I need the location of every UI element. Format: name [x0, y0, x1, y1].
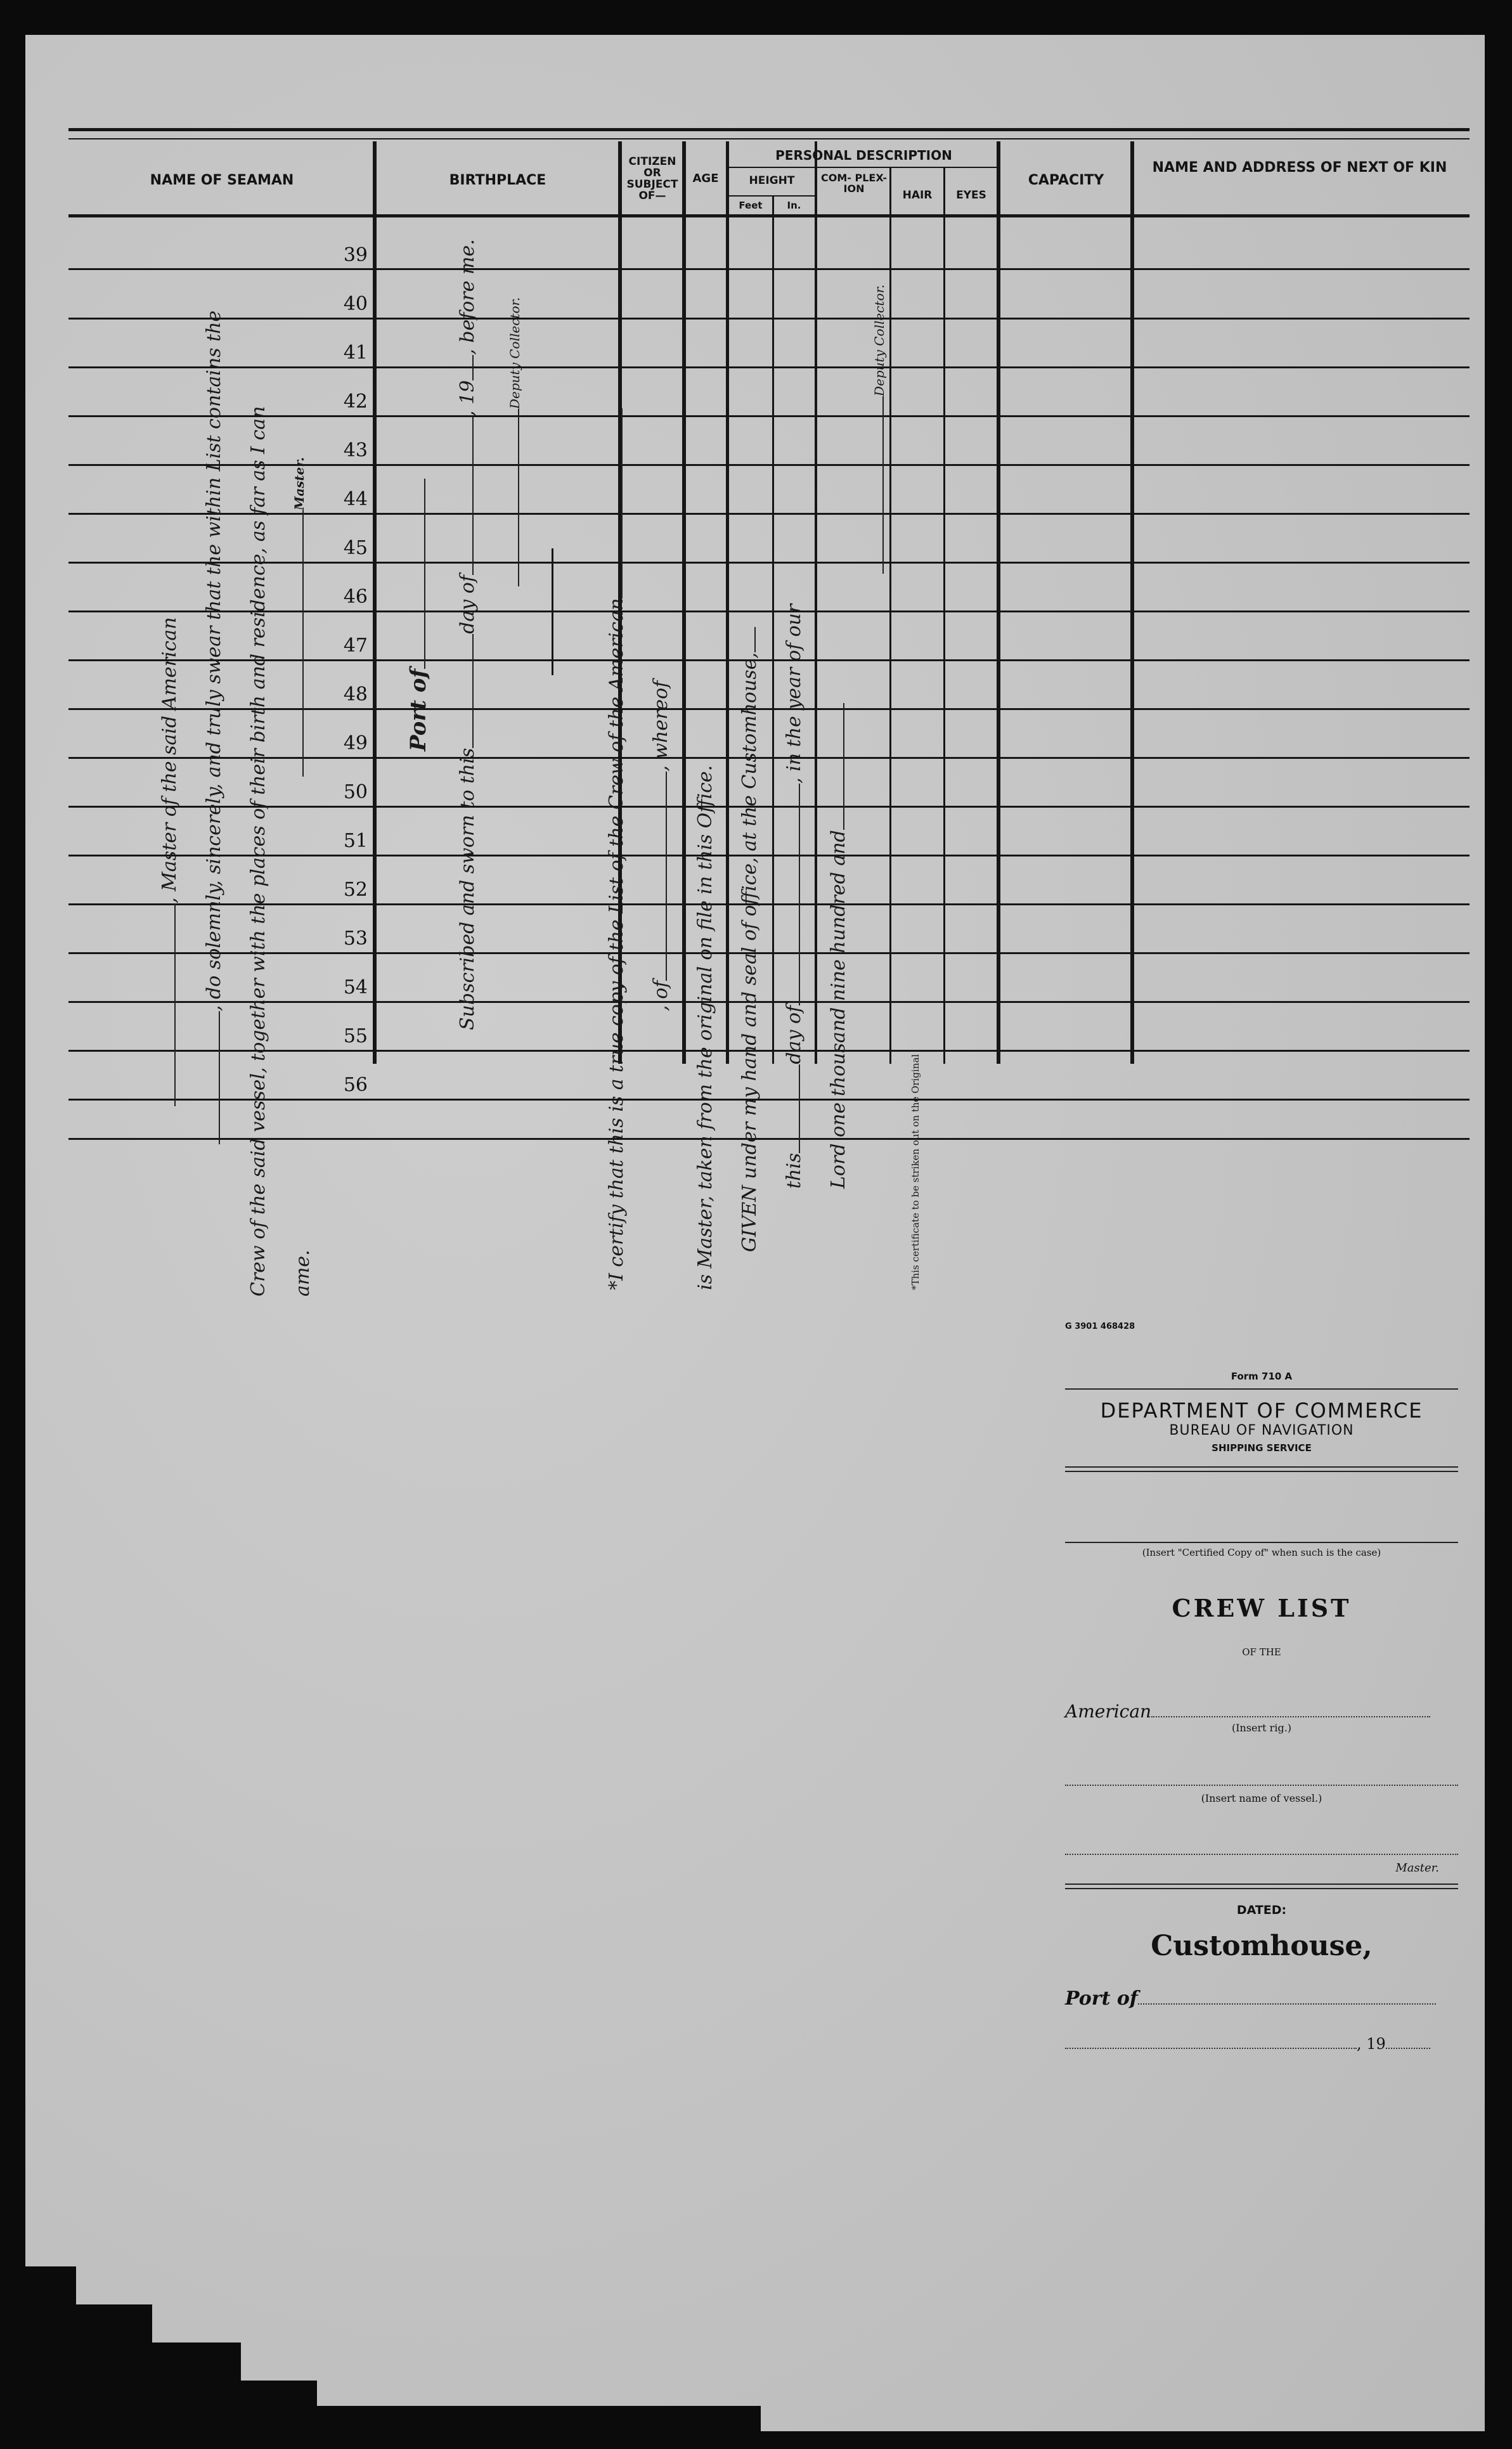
- header-capacity: CAPACITY: [1028, 172, 1104, 188]
- row-number: 42: [343, 391, 368, 413]
- print-code: G 3901 468428: [1065, 1322, 1135, 1331]
- master-name-blank[interactable]: [174, 903, 176, 1106]
- certified-copy-blank[interactable]: [1065, 1542, 1458, 1543]
- rig-blank[interactable]: [1151, 1716, 1430, 1717]
- row-number: 46: [343, 586, 368, 608]
- american-line: American: [1065, 1701, 1458, 1722]
- insert-certified: (Insert "Certified Copy of" when such is the case): [1142, 1547, 1381, 1558]
- divider-capacity-kin: [1130, 141, 1134, 1064]
- row-number: 44: [343, 488, 368, 510]
- service: SHIPPING SERVICE: [1212, 1442, 1312, 1454]
- master-signature: Master.: [292, 457, 307, 777]
- header-feet: Feet: [739, 200, 763, 211]
- master-field[interactable]: [1065, 1854, 1458, 1855]
- header-rule: [68, 214, 1470, 217]
- header-complexion: COM- PLEX- ION: [821, 172, 887, 195]
- cert-line-3: is Master, taken from the original on file in this Office.: [694, 765, 716, 1290]
- header-personal: PERSONAL DESCRIPTION: [775, 148, 952, 163]
- top-rule: [68, 128, 1470, 131]
- oath-line-2: , do solemnly, sincerely, and truly swear that the within List contains the: [203, 311, 225, 1144]
- header-citizen: CITIZEN OR SUBJECT OF—: [626, 155, 678, 202]
- this-day-line: thisday of, in the year of our: [783, 604, 805, 1189]
- lord-line: Lord one thousand nine hundred and: [827, 703, 850, 1189]
- oath-line-1: , Master of the said American: [158, 617, 181, 1106]
- footnote: *This certificate to be striken out on the Original: [910, 1054, 921, 1290]
- vessel-name-field[interactable]: [1065, 1785, 1458, 1786]
- cert-line-1: *I certify that this is a true copy of the List of the Crew of the American: [605, 408, 628, 1290]
- header-inches: In.: [787, 200, 801, 211]
- row-number: 50: [343, 781, 368, 803]
- row-number: 43: [343, 439, 368, 462]
- cover-date-line: , 19: [1065, 2035, 1458, 2053]
- cover-port-line: Port of: [1065, 1987, 1458, 2010]
- row-number: 55: [343, 1025, 368, 1047]
- dated-label: DATED:: [1236, 1903, 1287, 1917]
- cover-port-blank[interactable]: [1138, 2003, 1436, 2005]
- department: DEPARTMENT OF COMMERCE: [1100, 1399, 1423, 1423]
- torn-corner: [25, 2266, 76, 2431]
- deputy-collector-1: Deputy Collector.: [507, 297, 522, 586]
- customhouse-label: Customhouse,: [1151, 1930, 1373, 1962]
- document-sheet: [25, 35, 1485, 2431]
- top-rule-thin: [68, 138, 1470, 139]
- row-number: 47: [343, 635, 368, 657]
- header-birthplace: BIRTHPLACE: [449, 172, 546, 188]
- header-hair: HAIR: [902, 189, 933, 202]
- of-the: OF THE: [1242, 1646, 1281, 1658]
- height-sub-rule: [726, 195, 817, 197]
- oath-line-3: Crew of the said vessel, together with the places of their birth and residence, as far as I can: [247, 406, 269, 1296]
- insert-name: (Insert name of vessel.): [1201, 1792, 1322, 1804]
- row-number: 53: [343, 927, 368, 950]
- header-eyes: EYES: [956, 189, 986, 202]
- insert-rig: (Insert rig.): [1231, 1722, 1292, 1734]
- row-number: 51: [343, 830, 368, 852]
- row-number: 52: [343, 879, 368, 901]
- given-line: GIVEN under my hand and seal of office, at the Customhouse,: [739, 627, 761, 1252]
- row-number: 48: [343, 683, 368, 706]
- separator-rule: [552, 548, 553, 675]
- cert-line-2: , of, whereof: [650, 680, 672, 1011]
- port-blank[interactable]: [424, 479, 425, 669]
- vessel-name-blank[interactable]: [219, 1011, 220, 1144]
- personal-sub-rule: [726, 167, 998, 168]
- row-number: 39: [343, 244, 368, 266]
- master-signature-blank[interactable]: [302, 510, 304, 777]
- header-kin: NAME AND ADDRESS OF NEXT OF KIN: [1152, 160, 1447, 176]
- oath-line-4: ame.: [292, 1250, 314, 1296]
- row-number: 56: [343, 1074, 368, 1096]
- form-number: Form 710 A: [1231, 1371, 1293, 1382]
- header-age: AGE: [692, 172, 719, 185]
- cover-panel: [1065, 1322, 1458, 2053]
- deputy-collector-2: Deputy Collector.: [872, 285, 887, 574]
- crew-list-title: CREW LIST: [1172, 1594, 1352, 1622]
- row-number: 40: [343, 293, 368, 315]
- row-number: 41: [343, 342, 368, 364]
- row-number: 49: [343, 732, 368, 754]
- bureau: BUREAU OF NAVIGATION: [1169, 1423, 1354, 1438]
- subscribed-line: Subscribed and sworn to thisday of, 19, before me.: [456, 239, 479, 1030]
- row-number: 45: [343, 537, 368, 559]
- port-of-line: Port of: [406, 479, 431, 751]
- cover-date-blank[interactable]: [1065, 2048, 1357, 2049]
- divider-eyes-capacity: [997, 141, 1000, 1064]
- divider-hair-eyes: [943, 168, 945, 1064]
- header-name: NAME OF SEAMAN: [150, 172, 294, 188]
- row-number: 54: [343, 976, 368, 998]
- master-label: Master.: [1395, 1861, 1439, 1875]
- header-height: HEIGHT: [749, 174, 795, 187]
